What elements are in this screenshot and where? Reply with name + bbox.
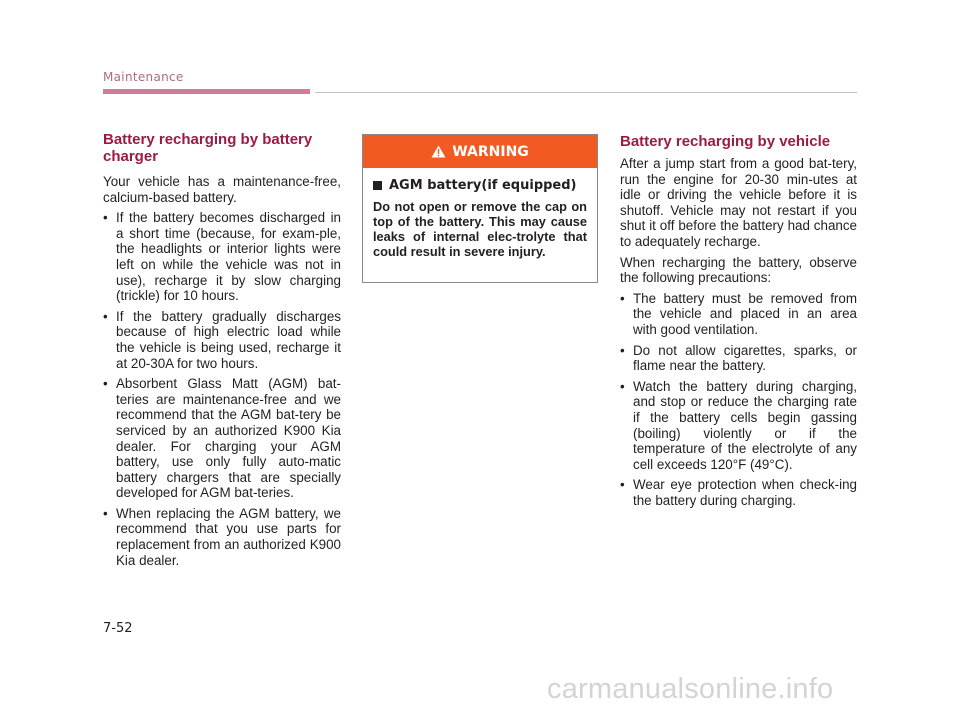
right-bullet-list xyxy=(620,291,857,509)
header-divider xyxy=(315,92,857,93)
list-item: • The battery must be removed from the vehicle and placed in an area with good ventilation. xyxy=(620,291,857,338)
left-bullet-list xyxy=(103,210,341,568)
list-item: • When replacing the AGM battery, we recommend that you use parts for replacement from an authorized K900 Kia dealer. xyxy=(103,506,341,568)
square-bullet-icon xyxy=(373,181,382,190)
warning-title: AGM battery(if equipped) xyxy=(389,178,577,193)
list-item: • Absorbent Glass Matt (AGM) bat-teries are maintenance-free and we recommend that the AGM bat-tery be serviced by an authorized K900 Kia dealer. For charging your AGM battery, use only fully auto-matic battery chargers that are specially developed for AGM bat-teries. xyxy=(103,376,341,501)
list-item: • Do not allow cigarettes, sparks, or flame near the battery. xyxy=(620,343,857,374)
list-item: • Wear eye protection when check-ing the battery during charging. xyxy=(620,477,857,508)
list-item: • Watch the battery during charging, and stop or reduce the charging rate if the battery cells begin gassing (boiling) violently or if the temperature of the electrolyte of any cell exceeds 120°F (49°C). xyxy=(620,379,857,473)
right-para-2: When recharging the battery, observe the following precautions: xyxy=(620,254,857,286)
right-para-1: After a jump start from a good bat-tery, run the engine for 20-30 min-utes at idle or driving the vehicle before it is shutoff. Vehicle may not restart if you shut it off before the battery had chance to adequately recharge. xyxy=(620,156,857,249)
list-item: • If the battery becomes discharged in a short time (because, for exam-ple, the headlights or interior lights were left on while the vehicle was not in use), recharge it by slow charging (trickle) for 10 hours. xyxy=(103,210,341,304)
left-column xyxy=(103,131,341,573)
right-column xyxy=(620,131,857,513)
left-intro: Your vehicle has a maintenance-free, calcium-based battery. xyxy=(103,174,341,205)
list-item: • If the battery gradually discharges because of high electric load while the vehicle is being used, recharge it at 20-30A for two hours. xyxy=(103,309,341,371)
warning-body: Do not open or remove the cap on top of the battery. This may cause leaks of internal elec-trolyte that could result in severe injury. xyxy=(373,199,587,259)
header-accent-rule xyxy=(103,89,310,94)
warning-title-row xyxy=(373,178,587,193)
warning-header xyxy=(363,135,597,168)
section-header: Maintenance xyxy=(103,70,184,84)
warning-triangle-icon xyxy=(431,145,446,158)
page-number: 7-52 xyxy=(103,621,133,636)
left-section-title: Battery recharging by battery charger xyxy=(103,131,313,165)
right-section-title: Battery recharging by vehicle xyxy=(620,133,831,150)
watermark: carmanualsonline.info xyxy=(547,673,834,705)
warning-label: WARNING xyxy=(452,143,529,160)
warning-box xyxy=(362,134,598,283)
